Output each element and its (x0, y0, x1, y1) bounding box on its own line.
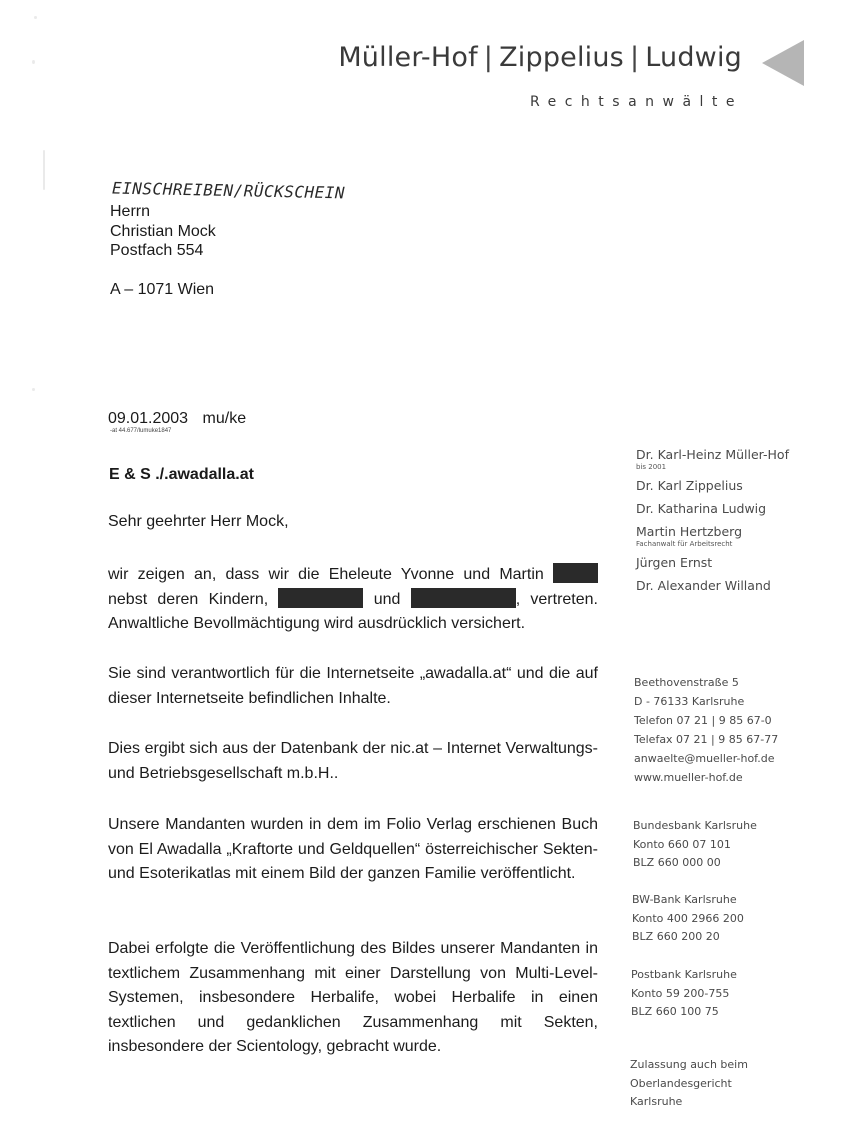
partner-name: Dr. Katharina Ludwig (636, 501, 767, 516)
triangle-logo-icon (762, 40, 804, 86)
bank-account: Konto 660 07 101 (633, 837, 731, 851)
bank-account: Konto 400 2966 200 (632, 911, 744, 925)
partner-name: Jürgen Ernst (636, 555, 713, 570)
body-line: Anwaltliche Bevollmächtigung wird ausdrücklich versichert. (108, 615, 526, 632)
admission-line: Oberlandesgericht (630, 1076, 732, 1090)
partner-note: bis 2001 (636, 463, 667, 471)
body-paragraph-2 (108, 662, 598, 711)
contact-web: www.mueller-hof.de (634, 771, 743, 784)
letter-date-line (108, 410, 246, 428)
recipient-city: A – 1071 Wien (110, 280, 215, 298)
firm-name-1: Müller-Hof (338, 42, 478, 73)
scan-speck (34, 16, 37, 19)
small-reference: -at 44.677/lumuke1847 (110, 428, 172, 434)
partner-name: Martin Hertzberg (636, 524, 743, 539)
bank-name: Bundesbank Karlsruhe (633, 819, 757, 832)
bank-block (631, 966, 737, 1022)
handwritten-note: EINSCHREIBEN/RÜCKSCHEIN (111, 178, 346, 203)
body-line (108, 563, 598, 588)
partner-name: Dr. Karl Zippelius (636, 478, 743, 493)
partner-list (636, 447, 789, 601)
body-text: , vertreten. (515, 590, 598, 608)
partner-name: Dr. Alexander Willand (636, 578, 771, 593)
redaction-block (278, 588, 363, 608)
body-text: Dabei erfolgte die Veröffentlichung des Bildes unserer Mandanten in textlichem Zusammenhang mit einer Darstellung von Multi-Level-Systemen, insbesondere Herbalife, wobei Herbalife in einen textlichen und gedanklichen Zusammenhang mit Sekten, insbesondere der Scientology, gebracht wurde. (108, 940, 598, 1055)
firm-name-3: Ludwig (645, 42, 742, 73)
redaction-block (553, 563, 598, 583)
contact-street: Beethovenstraße 5 (634, 676, 739, 689)
admission-line: Zulassung auch beim (630, 1058, 748, 1071)
recipient-salutation: Herrn (110, 203, 151, 220)
recipient-address (110, 202, 216, 299)
scan-speck (32, 388, 35, 391)
body-text: Unsere Mandanten wurden in dem im Folio Verlag erschienen Buch von El Awadalla „Kraftorte und Geldquellen“ österreichischer Sekten- und Esoterikatlas mit einem Bild der ganzen Familie veröffentlicht. (108, 816, 598, 882)
body-text: Sie sind verantwortlich für die Internetseite „awadalla.at“ und die auf dieser Internetseite befindlichen Inhalte. (108, 665, 598, 707)
contact-block (634, 673, 778, 787)
letter-subject: E & S ./.awadalla.at (109, 466, 254, 483)
partner-note: Fachanwalt für Arbeitsrecht (636, 540, 733, 548)
bank-blz: BLZ 660 100 75 (631, 1005, 719, 1018)
body-paragraph-3 (108, 737, 598, 786)
bank-blz: BLZ 660 000 00 (633, 856, 721, 869)
body-text: und (373, 590, 401, 608)
body-paragraph-1 (108, 563, 598, 637)
body-text: wir zeigen an, dass wir die Eheleute Yvonne und Martin (108, 566, 544, 583)
firm-name (338, 42, 742, 73)
firm-name-2: Zippelius (499, 42, 624, 73)
recipient-name: Christian Mock (110, 222, 216, 240)
body-text: Dies ergibt sich aus der Datenbank der nic.at – Internet Verwaltungs- und Betriebsgesellschaft m.b.H.. (108, 740, 598, 782)
body-line (108, 588, 598, 613)
scan-speck (32, 60, 35, 64)
admission-line: Karlsruhe (630, 1095, 683, 1108)
salutation: Sehr geehrter Herr Mock, (108, 513, 289, 530)
recipient-po-box: Postfach 554 (110, 242, 204, 259)
letter-reference: mu/ke (202, 410, 247, 427)
contact-phone: Telefon 07 21 | 9 85 67-0 (634, 714, 772, 727)
contact-city: D - 76133 Karlsruhe (634, 695, 745, 708)
body-paragraph-5 (108, 937, 598, 1060)
bank-name: BW-Bank Karlsruhe (632, 893, 737, 906)
redaction-block (411, 588, 516, 608)
contact-email: anwaelte@mueller-hof.de (634, 752, 775, 765)
bank-block (633, 817, 757, 873)
bank-account: Konto 59 200-755 (631, 986, 730, 1000)
bank-blz: BLZ 660 200 20 (632, 930, 720, 943)
body-paragraph-4 (108, 813, 598, 887)
partner-name: Dr. Karl-Heinz Müller-Hof (636, 447, 789, 462)
firm-subtitle: Rechtsanwälte (530, 94, 744, 110)
admission-note (630, 1056, 748, 1112)
letter-date: 09.01.2003 (108, 410, 189, 427)
firm-separator: | (483, 42, 494, 73)
body-text: nebst deren Kindern, (108, 590, 269, 608)
bank-name: Postbank Karlsruhe (631, 968, 737, 981)
contact-fax: Telefax 07 21 | 9 85 67-77 (634, 733, 779, 746)
bank-block (632, 891, 744, 947)
firm-separator: | (629, 42, 640, 73)
scan-speck (43, 150, 45, 190)
